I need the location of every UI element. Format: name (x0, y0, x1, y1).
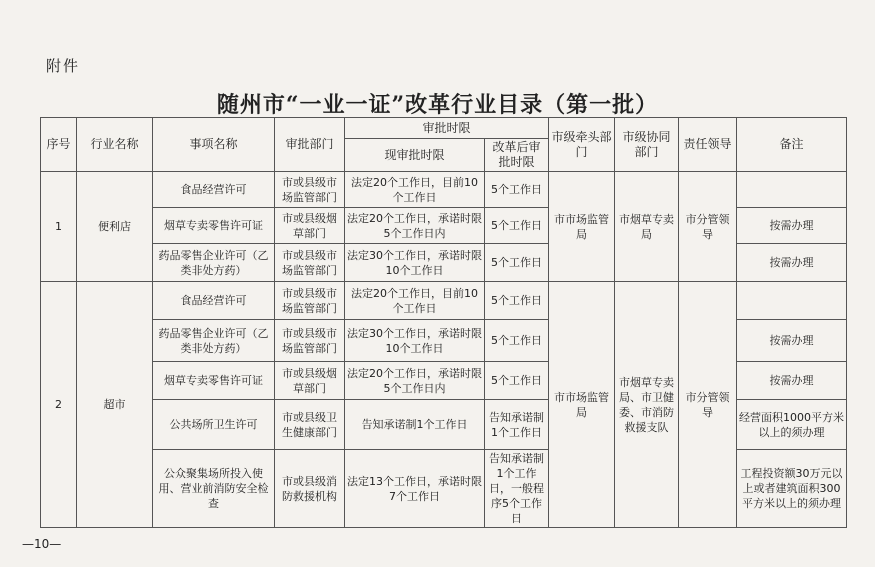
time-current-cell: 法定30个工作日，承诺时限10个工作日 (345, 320, 485, 362)
header-lead: 市级牵头部门 (549, 118, 615, 172)
dept-cell: 市或县级烟草部门 (275, 362, 345, 400)
coop-cell: 市烟草专卖局 (615, 172, 679, 282)
item-cell: 食品经营许可 (153, 282, 275, 320)
lead-cell: 市市场监管局 (549, 282, 615, 528)
header-coop: 市级协同部门 (615, 118, 679, 172)
lead-cell: 市市场监管局 (549, 172, 615, 282)
seq-cell: 1 (41, 172, 77, 282)
remark-cell: 按需办理 (737, 362, 847, 400)
dept-cell: 市或县级市场监管部门 (275, 320, 345, 362)
remark-cell: 按需办理 (737, 208, 847, 244)
remark-cell (737, 282, 847, 320)
item-cell: 公共场所卫生许可 (153, 400, 275, 450)
time-current-cell: 告知承诺制1个工作日 (345, 400, 485, 450)
seq-cell: 2 (41, 282, 77, 528)
time-current-cell: 法定20个工作日，目前10个工作日 (345, 172, 485, 208)
document-title: 随州市“一业一证”改革行业目录（第一批） (216, 92, 659, 118)
time-current-cell: 法定13个工作日，承诺时限7个工作日 (345, 450, 485, 528)
dept-cell: 市或县级消防救援机构 (275, 450, 345, 528)
dept-cell: 市或县级市场监管部门 (275, 172, 345, 208)
item-cell: 食品经营许可 (153, 172, 275, 208)
leader-cell: 市分管领导 (679, 172, 737, 282)
industry-catalog-table (40, 117, 847, 528)
item-cell: 烟草专卖零售许可证 (153, 208, 275, 244)
remark-cell (737, 172, 847, 208)
time-after-cell: 5个工作日 (485, 362, 549, 400)
time-current-cell: 法定20个工作日，目前10个工作日 (345, 282, 485, 320)
remark-cell: 经营面积1000平方米以上的须办理 (737, 400, 847, 450)
dept-cell: 市或县级市场监管部门 (275, 282, 345, 320)
header-item: 事项名称 (153, 118, 275, 172)
time-current-cell: 法定20个工作日，承诺时限5个工作日内 (345, 208, 485, 244)
remark-cell: 按需办理 (737, 244, 847, 282)
item-cell: 药品零售企业许可（乙类非处方药） (153, 320, 275, 362)
dept-cell: 市或县级烟草部门 (275, 208, 345, 244)
remark-cell: 按需办理 (737, 320, 847, 362)
header-remark: 备注 (737, 118, 847, 172)
leader-cell: 市分管领导 (679, 282, 737, 528)
time-after-cell: 5个工作日 (485, 282, 549, 320)
item-cell: 烟草专卖零售许可证 (153, 362, 275, 400)
header-dept: 审批部门 (275, 118, 345, 172)
time-after-cell: 告知承诺制1个工作日，一般程序5个工作日 (485, 450, 549, 528)
time-after-cell: 5个工作日 (485, 208, 549, 244)
header-time-after: 改革后审批时限 (485, 139, 549, 172)
header-time: 审批时限 (345, 118, 549, 139)
time-after-cell: 告知承诺制1个工作日 (485, 400, 549, 450)
item-cell: 药品零售企业许可（乙类非处方药） (153, 244, 275, 282)
remark-cell: 工程投资额30万元以上或者建筑面积300平方米以上的须办理 (737, 450, 847, 528)
page-number: —10— (22, 537, 62, 551)
time-after-cell: 5个工作日 (485, 244, 549, 282)
time-current-cell: 法定20个工作日，承诺时限5个工作日内 (345, 362, 485, 400)
header-time-current: 现审批时限 (345, 139, 485, 172)
table-row (41, 282, 847, 320)
table-row (41, 172, 847, 208)
coop-cell: 市烟草专卖局、市卫健委、市消防救援支队 (615, 282, 679, 528)
dept-cell: 市或县级卫生健康部门 (275, 400, 345, 450)
time-after-cell: 5个工作日 (485, 172, 549, 208)
item-cell: 公众聚集场所投入使用、营业前消防安全检查 (153, 450, 275, 528)
header-leader: 责任领导 (679, 118, 737, 172)
industry-cell: 便利店 (77, 172, 153, 282)
header-industry: 行业名称 (77, 118, 153, 172)
industry-cell: 超市 (77, 282, 153, 528)
header-seq: 序号 (41, 118, 77, 172)
time-current-cell: 法定30个工作日，承诺时限10个工作日 (345, 244, 485, 282)
dept-cell: 市或县级市场监管部门 (275, 244, 345, 282)
time-after-cell: 5个工作日 (485, 320, 549, 362)
attachment-label: 附件 (46, 57, 81, 75)
